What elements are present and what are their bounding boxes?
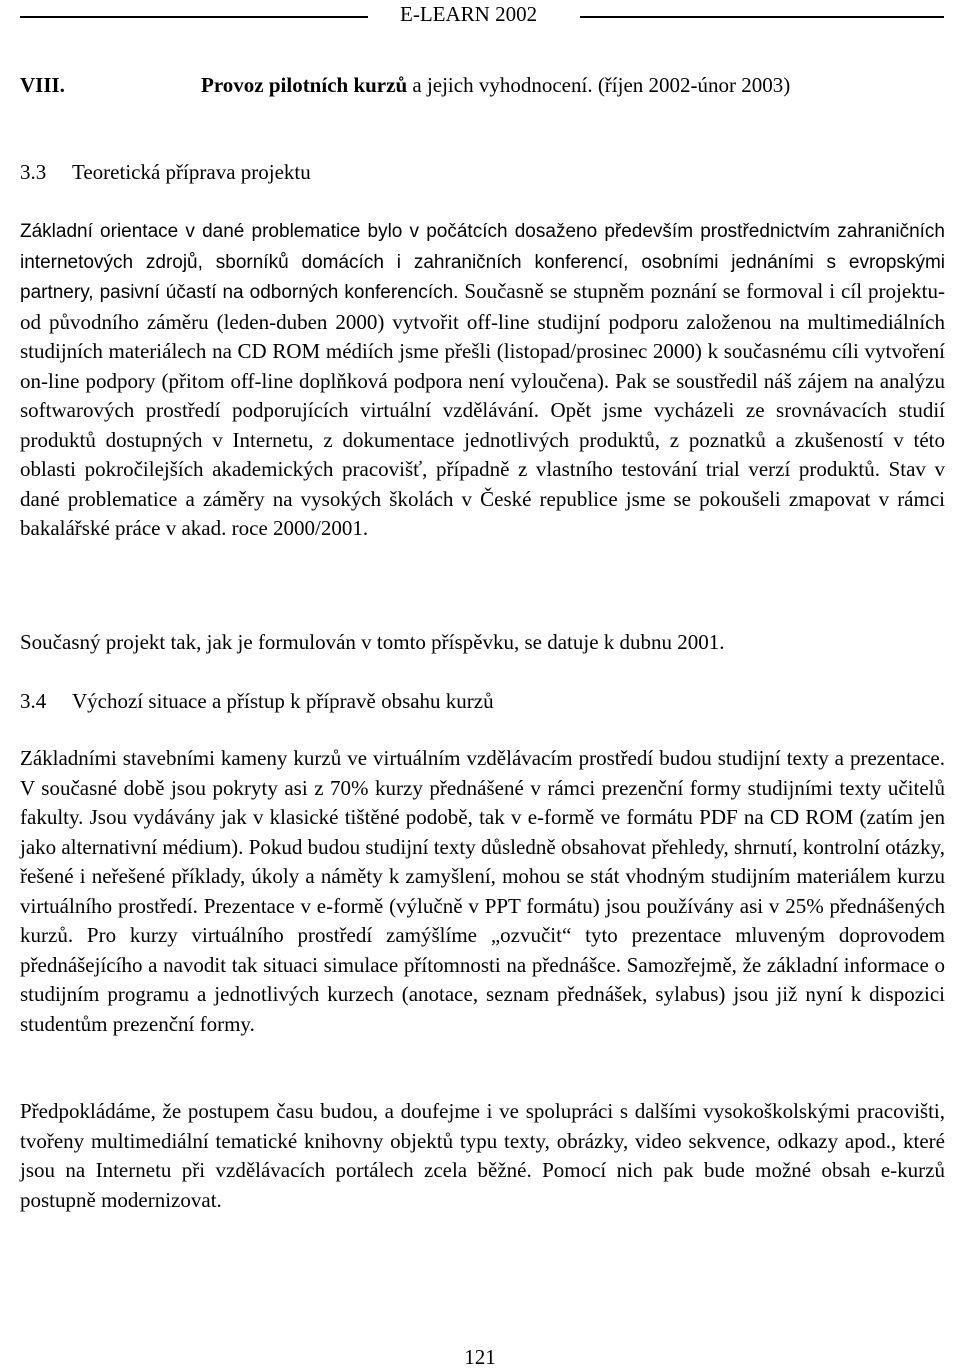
chapter-title-bold: Provoz pilotních kurzů [201,73,408,97]
chapter-number: VIII. [20,73,65,97]
section-number: 3.4 [20,689,47,713]
running-header-title: E-LEARN 2002 [400,2,538,26]
section-heading-3-4 [20,688,494,714]
header-rule-left [20,16,368,18]
paragraph-body: Současně se stupněm poznání se formoval i cíl projektu- od původního záměru (leden-duben 2000) vytvořit off-line studijní podporu založenou na multimediálních studijních materiálech na CD ROM médiích jsme přešli (listopad/prosinec 2000) k současnému cíli vytvoření on-line podpory (přitom off-line doplňková podpora není vyloučena). Pak se soustředil náš zájem na analýzu softwarových prostředí podporujících virtuální vzdělávání. Opět jsme vycházeli ze srovnávacích studií produktů dostupných v Internetu, z dokumentace jednotlivých produktů, z poznatků a zkušeností v této oblasti pokročilejších akademických pracovišť, případně z vlastního testování trial verzí produktů. Stav v dané problematice a záměry na vysokých školách v České republice jsme se pokoušeli zmapovat v rámci bakalářské práce v akad. roce 2000/2001. [20,279,945,540]
section-number: 3.3 [20,160,47,184]
section-title: Výchozí situace a přístup k přípravě obsahu kurzů [72,689,494,713]
paragraph-orientation [20,216,945,544]
chapter-title-rest: a jejich vyhodnocení. (říjen 2002-únor 2003) [407,73,791,97]
paragraph-study-texts: Základními stavebními kameny kurzů ve virtuálním vzdělávacím prostředí budou studijní texty a prezentace. V současné době jsou pokryty asi z 70% kurzy přednášené v rámci prezenční formy studijními texty učitelů fakulty. Jsou vydávány jak v klasické tištěné podobě, tak v e-formě ve formátu PDF na CD ROM (zatím jen jako alternativní médium). Pokud budou studijní texty důsledně obsahovat přehledy, shrnutí, kontrolní otázky, řešené i neřešené příklady, úkoly a náměty k zamyšlení, mohou se stát vhodným studijním materiálem kurzu virtuálního prostředí. Prezentace v e-formě (výlučně v PPT formátu) jsou používány asi v 25% přednášených kurzů. Pro kurzy virtuálního prostředí zamýšlíme „ozvučit“ tyto prezentace mluveným doprovodem přednášejícího a navodit tak situaci simulace přítomnosti na přednášce. Samozřejmě, že základní informace o studijním programu a jednotlivých kurzech (anotace, seznam přednášek, sylabus) jsou již nyní k dispozici studentům prezenční formy. [20,746,945,1036]
paragraph-future-libraries: Předpokládáme, že postupem času budou, a doufejme i ve spolupráci s dalšími vysokoškolskými pracovišti, tvořeny multimediální tematické knihovny objektů typu texty, obrázky, video sekvence, odkazy apod., které jsou na Internetu při vzdělávacích portálech zcela běžné. Pomocí nich pak bude možné obsah e-kurzů postupně modernizovat. [20,1099,945,1212]
page-number: 121 [464,1345,496,1369]
paragraph-lead: Základní orientace v dané problematice bylo v počátcích dosaženo především prostřednictvím zahraničních internetových zdrojů, sborníků domácích i zahraničních konferencí, osobními jednáními s evropskými partnery, pasivní účastí na odborných konferencích. [20,221,945,303]
section-title: Teoretická příprava projektu [72,160,311,184]
chapter-heading [20,72,950,98]
header-rule-right [580,16,944,18]
paragraph-project-date: Současný projekt tak, jak je formulován v tomto příspěvku, se datuje k dubnu 2001. [20,630,725,654]
section-heading-3-3 [20,159,311,185]
